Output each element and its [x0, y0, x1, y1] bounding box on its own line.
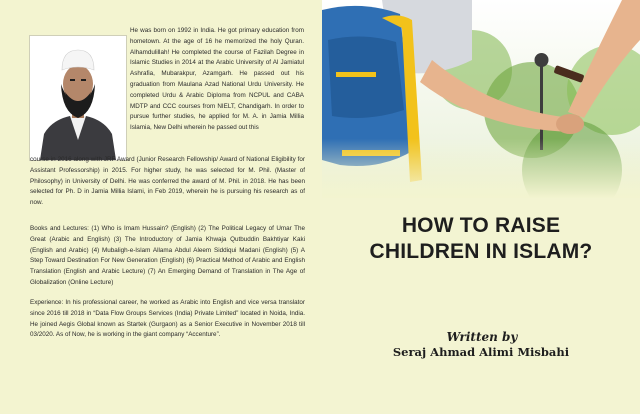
author-photo [29, 35, 127, 161]
cover-photo [322, 0, 640, 198]
book-title-line2: CHILDREN IN ISLAM? [369, 240, 593, 263]
author-name: Seraj Ahmad Alimi Misbahi [392, 345, 570, 359]
written-by-label: Written by [446, 330, 518, 344]
bio-paragraph-continued: course in 2016 along with JRF Award (Junior Research Fellowship/ Award of National Eligibility for Assistant Professorship) in 2015. For higher study, he was selected for M. Phil. (Master of Philosophy) in University of Delhi. He was conferred the award of M. Phil. in 2018. He has been selected for Ph. D in Jamia Millia Islami, in Feb 2019, wherein he is pursuing his research as of now. [30, 156, 305, 207]
front-cover [322, 0, 640, 414]
books-lectures-paragraph: Books and Lectures: (1) Who is Imam Hussain? (English) (2) The Political Legacy of Umar The Great (Arabic and English) (3) The Introductory of Jamia Khwaja Qutbuddin Bakhtiyar Kaki (English and Arabic) (4) Mubaligh-e-Islam Allama Abdul Aleem Siddiqui Madani (English) (5) A Step Toward Destination For New Generation (English) (6) Practical Method of Arabic and English Translation (English and Arabic Lecture) (7) An Emerging Demand of Translation in The Age of Globalization (Online Lecture) [30, 225, 305, 286]
bio-paragraph: He was born on 1992 in India. He got primary education from hometown. At the age of 16 he memorized the holy Quran. Alhamdulillah! He completed the course of Fazilah Degree in Islamic Studies in 2014 at the Arabic University of Al Jamiatul Ashrafia, Mubarakpur, Azamgarh. He passed out his graduation from Maulana Azad National Urdu University. He completed Urdu & Arabic Diploma from NCPUL and CABA MDTP and CCC courses from NIELT, Chandigarh. In order to pursue further studies, he applied for M. A. in Jamia Millia Islamia, New Delhi wherein he passed out this [130, 27, 304, 132]
experience-paragraph: Experience: In his professional career, he worked as Arabic into English and vice versa translator since 2016 till 2018 in “Data Flow Groups Services (India) Private Limited” located in Noida, India. He joined Aegis Global known as Startek (Gurgaon) as a Senior Executive in November 2018 till 03/2020. As of Now, he is working in the giant company “Accenture”. [30, 299, 305, 339]
book-title-line1: HOW TO RAISE [401, 214, 561, 237]
